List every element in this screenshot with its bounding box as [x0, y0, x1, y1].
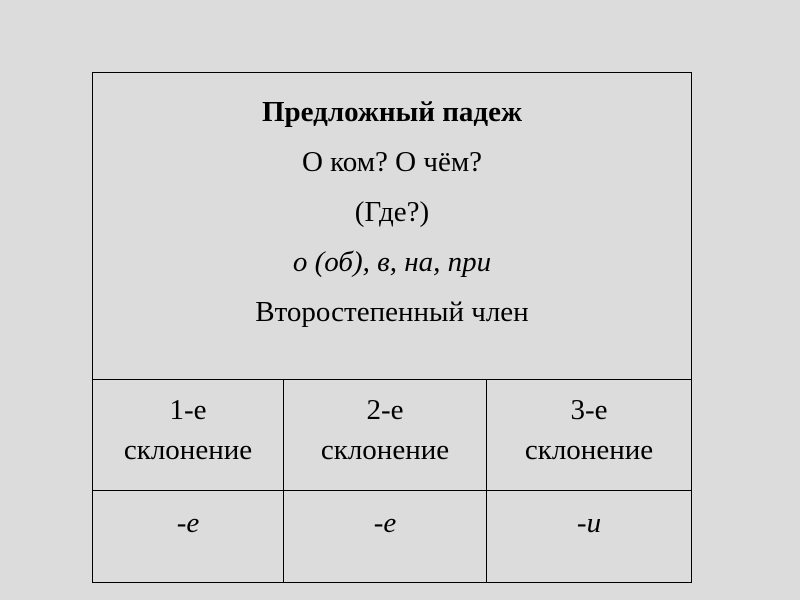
declension-3-number: 3-е [570, 394, 608, 426]
ending-row [93, 491, 692, 583]
declension-2-cell [284, 380, 487, 491]
declension-2-word: склонение [320, 434, 450, 466]
table-header-row [93, 73, 692, 380]
declension-1-word: склонение [123, 434, 253, 466]
declension-1-ending: -е [93, 491, 284, 583]
declension-1-number: 1-е [169, 394, 207, 426]
declension-3-word: склонение [524, 434, 654, 466]
case-info-cell [93, 73, 692, 380]
declension-row [93, 380, 692, 491]
declension-2-number: 2-е [366, 394, 404, 426]
declension-3-cell [487, 380, 692, 491]
case-prepositions: о (об), в, на, при [292, 246, 492, 278]
case-sentence-role: Второстепенный член [255, 296, 529, 328]
declension-1-cell [93, 380, 284, 491]
case-info [93, 73, 691, 337]
declension-3-ending: -и [487, 491, 692, 583]
case-title: Предложный падеж [261, 96, 522, 128]
declension-2-ending: -е [284, 491, 487, 583]
prepositional-case-table [92, 72, 692, 583]
case-questions: О ком? О чём? [301, 146, 483, 178]
case-where-question: (Где?) [354, 196, 430, 228]
